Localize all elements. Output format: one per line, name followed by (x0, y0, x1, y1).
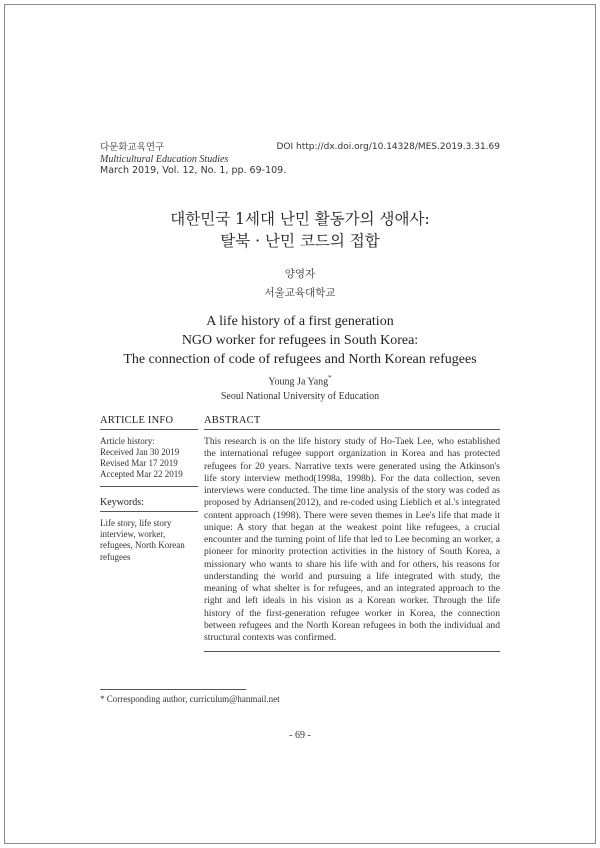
title-korean-line1: 대한민국 1세대 난민 활동가의 생애사: (170, 210, 430, 228)
author-english-name: Young Ja Yang (268, 376, 329, 388)
title-english-line1: A life history of a first generation (206, 314, 394, 329)
abstract-text: This research is on the life history study of Ho-Taek Lee, who established the international refugee support organization in Korea and has protected refugees for 20 years. Narrative texts were generated using the Atkinson's life story interview method(1998a, 1998b). For the data collection, seven interviews were conducted. The time line analysis of the story was coded as proposed by Adriansen(2012), and re-coded using Lieblich et al.'s integrated content approach (1998). There were seven themes in Lee's life that made it unique: A story that began at the weakest point like refugees, a crucial encounter and the turning point of life that led to Lee becoming an worker, a pioneer for minority protection activities in the history of South Korea, a missionary who wants to share his life with and for others, his reasons for understanding the world and pursuing a life integrated with study, the meaning of what shelter is for refugees, and an integrated approach to the right and left ideals in his vision as a Korean worker. Through the life history of the first-generation refugee worker in Korea, the connection between refugees and the North Korean refugees in both the individual and structural contexts was confirmed. (204, 436, 500, 652)
abstract-column (204, 415, 500, 652)
revised-date: Revised Mar 17 2019 (100, 458, 178, 468)
footnote: * Corresponding author, curriculum@hanmail.net (100, 694, 280, 704)
title-english-line2: NGO worker for refugees in South Korea: (181, 333, 419, 348)
author-english (0, 374, 600, 387)
affiliation-korean: 서울교육대학교 (264, 287, 336, 299)
article-history (100, 436, 198, 487)
abstract-heading: ABSTRACT (204, 415, 500, 430)
keywords-heading: Keywords: (100, 497, 198, 512)
history-label: Article history: (100, 436, 155, 446)
footnote-divider (100, 689, 246, 690)
keywords-list: Life story, life story interview, worker, refugees, North Korean refugees (100, 518, 185, 562)
author-korean: 양영자 (284, 268, 316, 280)
journal-name-korean: 다문화교육연구 (100, 142, 165, 153)
received-date: Received Jan 30 2019 (100, 447, 180, 457)
accepted-date: Accepted Mar 22 2019 (100, 469, 183, 479)
journal-header (100, 142, 286, 177)
doi-link[interactable]: DOI http://dx.doi.org/10.14328/MES.2019.3.31.69 (276, 142, 500, 152)
issue-info: March 2019, Vol. 12, No. 1, pp. 69-109. (100, 165, 287, 176)
journal-name-english: Multicultural Education Studies (100, 153, 229, 165)
page-number: - 69 - (289, 730, 311, 741)
article-info-column (100, 415, 198, 563)
title-english-line3: The connection of code of refugees and North Korean refugees (123, 352, 477, 367)
article-info-heading: ARTICLE INFO (100, 415, 198, 430)
affiliation-english: Seoul National University of Education (220, 391, 380, 402)
title-korean-line2: 탈북 · 난민 코드의 접합 (220, 232, 380, 250)
corresponding-mark: * (328, 374, 332, 382)
